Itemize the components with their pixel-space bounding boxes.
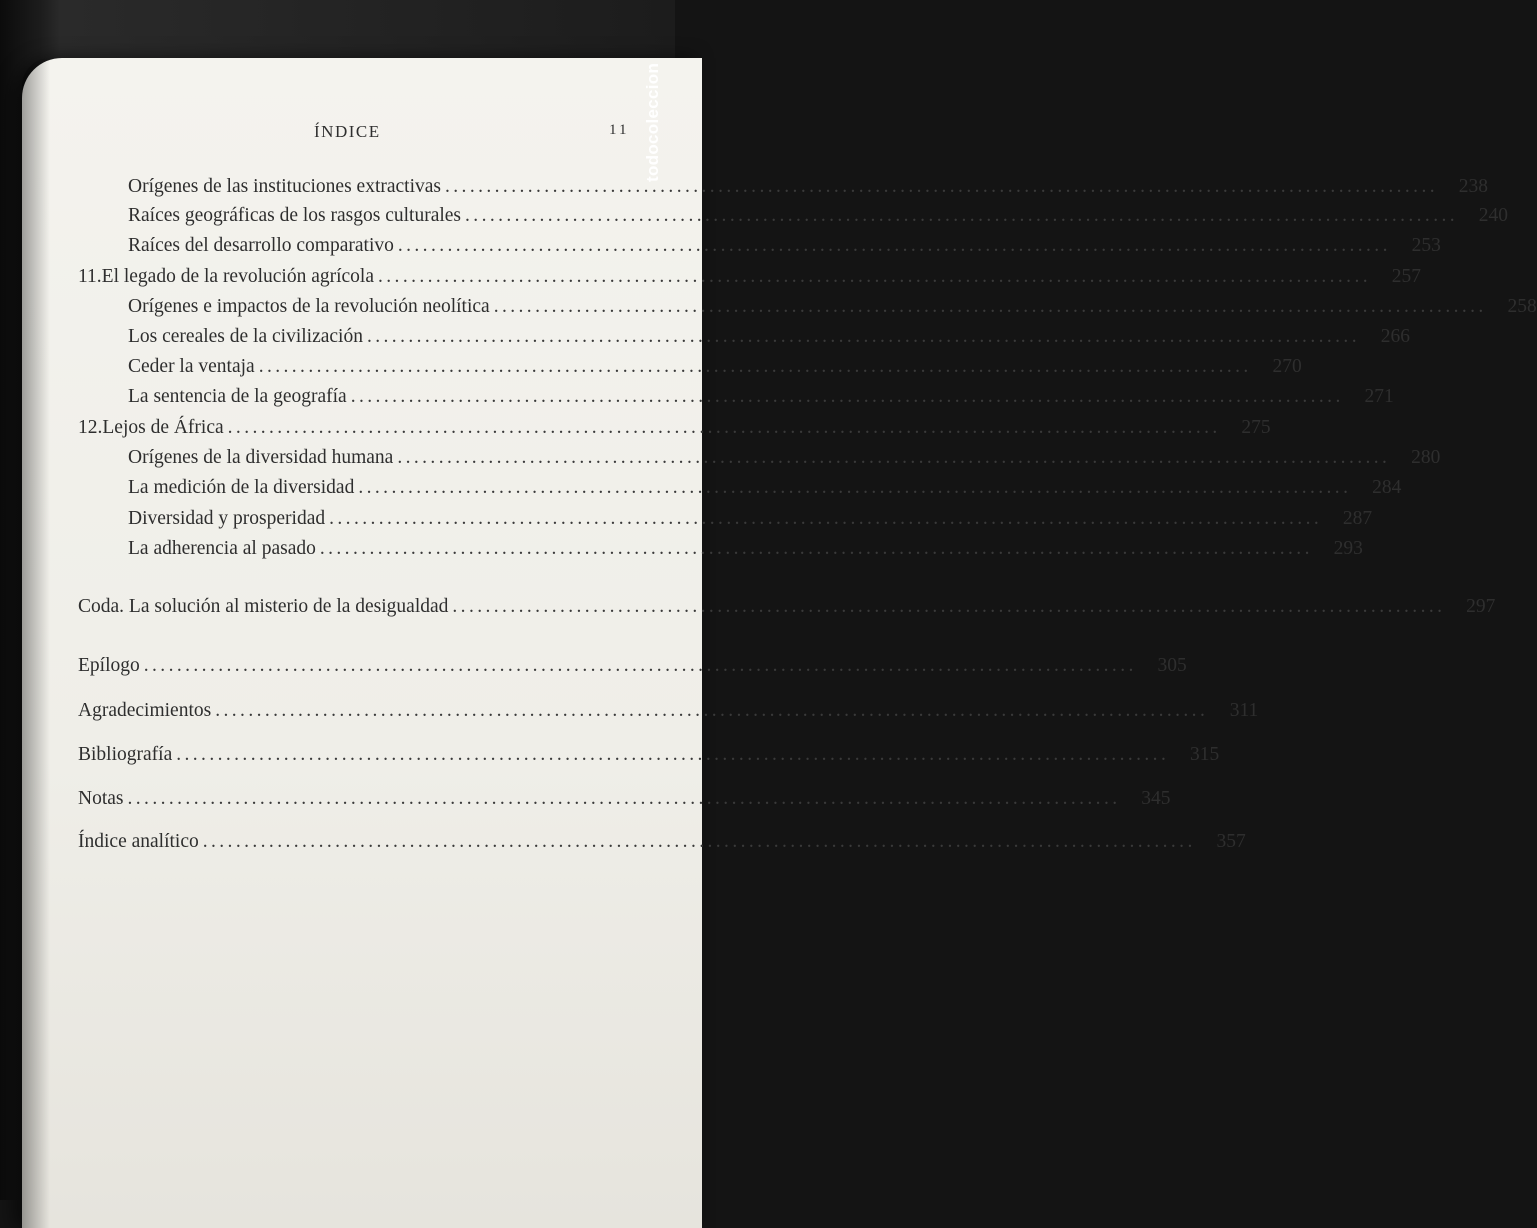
toc-chapter-number: 11. (78, 266, 102, 287)
toc-entry-page: 266 (1380, 326, 1410, 347)
toc-entry (128, 382, 1394, 408)
toc-entry-title: Agradecimientos (78, 700, 212, 721)
dot-leader: ........................................................................................................................ (127, 788, 1121, 809)
toc-entry (128, 231, 1441, 257)
toc-entry-title: Notas (78, 788, 124, 809)
watermark: todocoleccion (643, 62, 662, 182)
toc-entry-title: Ceder la ventaja (128, 356, 255, 377)
toc-entry-title: Raíces geográficas de los rasgos culturales (128, 205, 462, 226)
toc-entry-title: Epílogo (78, 655, 140, 676)
toc-entry-title: Coda. La solución al misterio de la desigualdad (78, 596, 449, 617)
toc-entry-title: Orígenes de la diversidad humana (128, 447, 394, 468)
toc-entry-title: Bibliografía (78, 744, 173, 765)
toc-entry-title: La sentencia de la geografía (128, 386, 347, 407)
toc-entry (128, 172, 1488, 198)
dot-leader: ........................................................................................................................ (445, 176, 1438, 197)
toc-entry-page: 257 (1391, 266, 1421, 287)
toc-entry-page: 258 (1507, 296, 1537, 317)
toc-entry (78, 651, 1187, 677)
toc-entry (78, 413, 1271, 439)
toc-entry (128, 322, 1410, 348)
dot-leader: ........................................................................................................................ (378, 266, 1371, 287)
toc-entry-title: Índice analítico (78, 831, 199, 852)
toc-entry (128, 473, 1402, 499)
dot-leader: ........................................................................................................................ (227, 417, 1221, 438)
dot-leader: ........................................................................................................................ (452, 596, 1446, 617)
toc-entry-title: Lejos de África (102, 417, 224, 438)
toc-entry (78, 827, 1246, 853)
toc-entry (78, 740, 1220, 766)
toc-entry-title: El legado de la revolución agrícola (101, 266, 374, 287)
toc-entry (128, 534, 1363, 560)
dot-leader: ........................................................................................................................ (366, 326, 1360, 347)
toc-entry (128, 504, 1373, 530)
toc-entry-page: 311 (1229, 700, 1259, 721)
dot-leader: ........................................................................................................................ (202, 831, 1196, 852)
page-header (0, 122, 675, 146)
toc-entry-page: 271 (1364, 386, 1394, 407)
page-title: ÍNDICE (314, 122, 381, 141)
toc-entry-page: 287 (1342, 508, 1373, 529)
dot-leader: ........................................................................................................................ (258, 356, 1252, 377)
dot-leader: ........................................................................................................................ (215, 700, 1209, 721)
toc-entry-page: 238 (1458, 176, 1488, 197)
toc-entry-page: 305 (1157, 655, 1187, 676)
toc-entry (78, 262, 1421, 288)
toc-entry-title: Los cereales de la civilización (128, 326, 363, 347)
dot-leader: ........................................................................................................................ (329, 508, 1323, 529)
toc-entry-page: 315 (1189, 744, 1220, 765)
dot-leader: ........................................................................................................................ (350, 386, 1344, 407)
toc-entry-page: 253 (1411, 235, 1441, 256)
toc-entry (128, 443, 1441, 469)
toc-entry-page: 270 (1272, 356, 1302, 377)
toc-entry-title: La medición de la diversidad (128, 477, 355, 498)
toc-entry (78, 696, 1259, 722)
toc-entry-page: 297 (1466, 596, 1496, 617)
dot-leader: ........................................................................................................................ (397, 447, 1391, 468)
toc-entry (128, 352, 1302, 378)
toc-entry (128, 201, 1509, 227)
toc-entry (78, 592, 1496, 618)
toc-entry-title: Raíces del desarrollo comparativo (128, 235, 394, 256)
dot-leader: ........................................................................................................................ (143, 655, 1137, 676)
toc-entry-page: 345 (1141, 788, 1171, 809)
toc-entry-page: 293 (1333, 538, 1363, 559)
toc-entry-page: 284 (1372, 477, 1402, 498)
dot-leader: ........................................................................................................................ (397, 235, 1391, 256)
toc-entry-title: Orígenes de las instituciones extractivas (128, 176, 441, 197)
toc-entry (78, 784, 1171, 810)
toc-entry-title: La adherencia al pasado (128, 538, 316, 559)
dot-leader: ........................................................................................................................ (358, 477, 1352, 498)
page-number: 11 (609, 122, 630, 138)
toc-entry-title: Orígenes e impactos de la revolución neolítica (128, 296, 490, 317)
toc-entry-title: Diversidad y prosperidad (128, 508, 326, 529)
dot-leader: ........................................................................................................................ (176, 744, 1170, 765)
dot-leader: ........................................................................................................................ (465, 205, 1459, 226)
toc-entry (128, 292, 1537, 318)
toc-entry-page: 280 (1411, 447, 1441, 468)
dot-leader: ........................................................................................................................ (319, 538, 1313, 559)
dot-leader: ........................................................................................................................ (493, 296, 1487, 317)
toc-chapter-number: 12. (78, 417, 103, 438)
toc-entry-page: 275 (1241, 417, 1271, 438)
toc-entry-page: 240 (1478, 205, 1509, 226)
toc-entry-page: 357 (1216, 831, 1246, 852)
